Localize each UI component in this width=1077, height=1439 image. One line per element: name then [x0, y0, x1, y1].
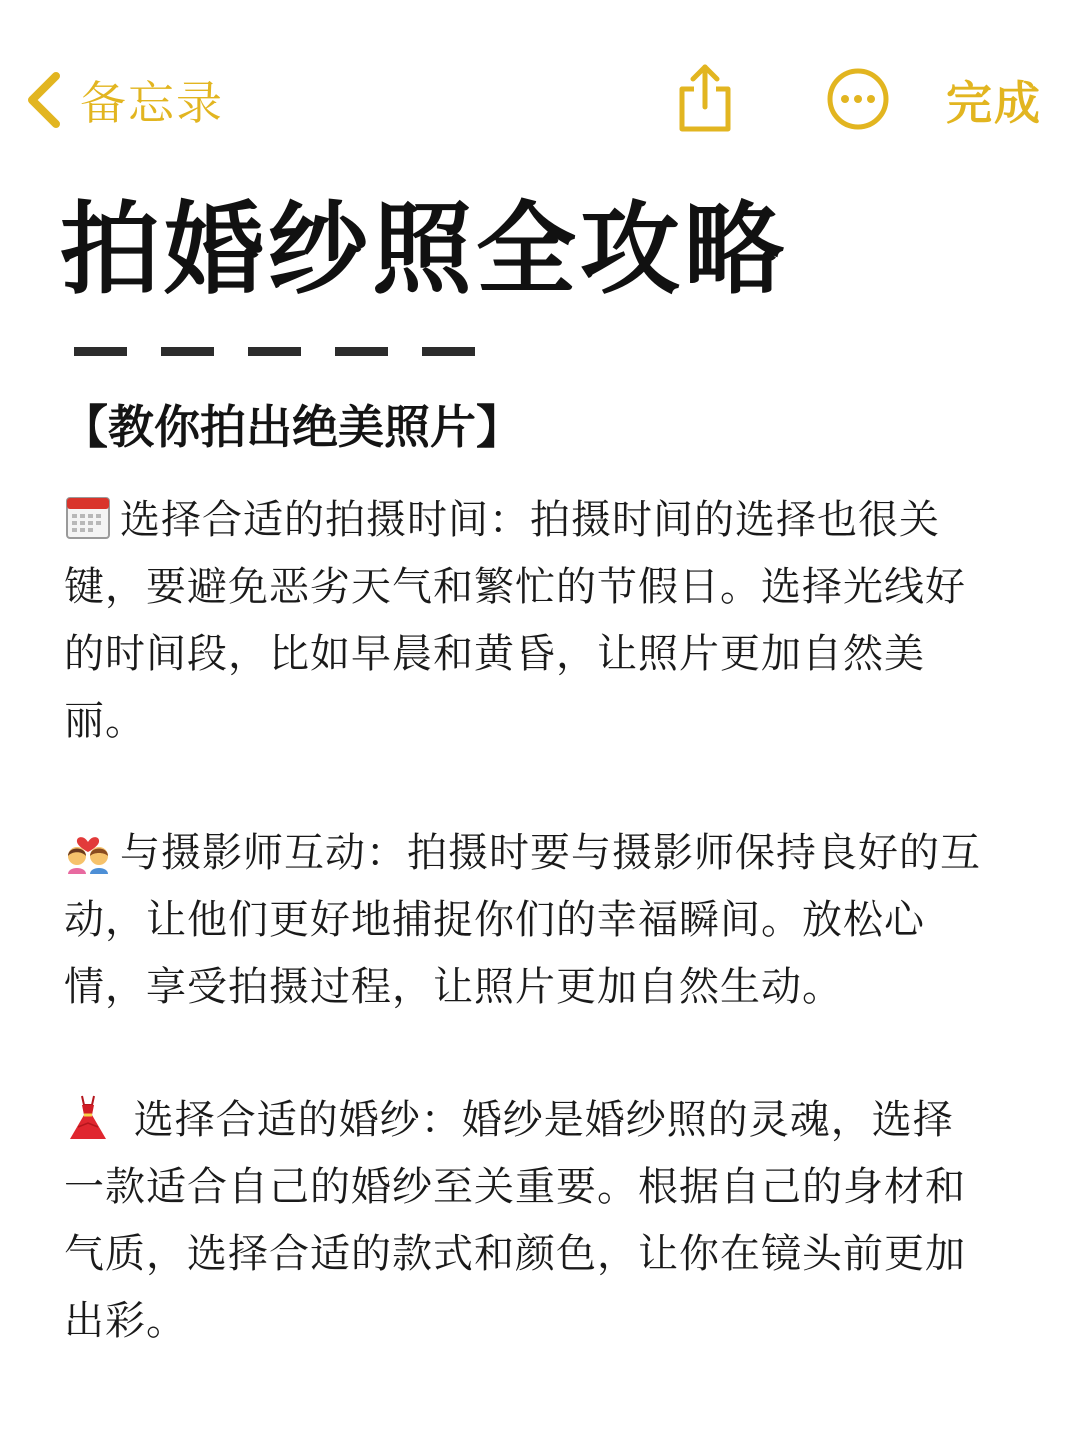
back-button[interactable] — [20, 55, 224, 145]
done-button[interactable]: 完成 — [946, 76, 1042, 130]
divider-dash — [335, 347, 388, 356]
tip-text: 与摄影师互动：拍摄时要与摄影师保持良好的互动，让他们更好地捕捉你们的幸福瞬间。放松心情，享受拍摄过程，让照片更加自然生动。 — [64, 830, 981, 1010]
divider-dash — [74, 347, 127, 356]
back-label: 备忘录 — [80, 76, 224, 130]
tip-paragraph-dress[interactable] — [64, 1087, 994, 1355]
more-circle-icon[interactable] — [826, 67, 890, 131]
couple-with-heart-icon — [64, 826, 112, 874]
divider-dash — [161, 347, 214, 356]
chevron-left-icon — [20, 70, 66, 130]
note-title: 拍婚纱照全攻略 — [60, 191, 788, 308]
dress-icon — [64, 1093, 112, 1141]
tip-text: 选择合适的拍摄时间：拍摄时间的选择也很关键，要避免恶劣天气和繁忙的节假日。选择光线好的时间段，比如早晨和黄昏，让照片更加自然美丽。 — [64, 497, 966, 744]
dashed-divider — [74, 347, 475, 356]
divider-dash — [422, 347, 475, 356]
navigation-bar — [0, 55, 1077, 145]
note-subtitle: 【教你拍出绝美照片】 — [62, 400, 522, 454]
divider-dash — [248, 347, 301, 356]
tip-text: 选择合适的婚纱：婚纱是婚纱照的灵魂，选择一款适合自己的婚纱至关重要。根据自己的身材和气质，选择合适的款式和颜色，让你在镜头前更加出彩。 — [64, 1097, 966, 1344]
share-icon[interactable] — [674, 61, 736, 135]
tip-paragraph-timing[interactable] — [64, 487, 994, 755]
tip-paragraph-photographer[interactable] — [64, 820, 994, 1021]
calendar-icon — [64, 493, 112, 541]
